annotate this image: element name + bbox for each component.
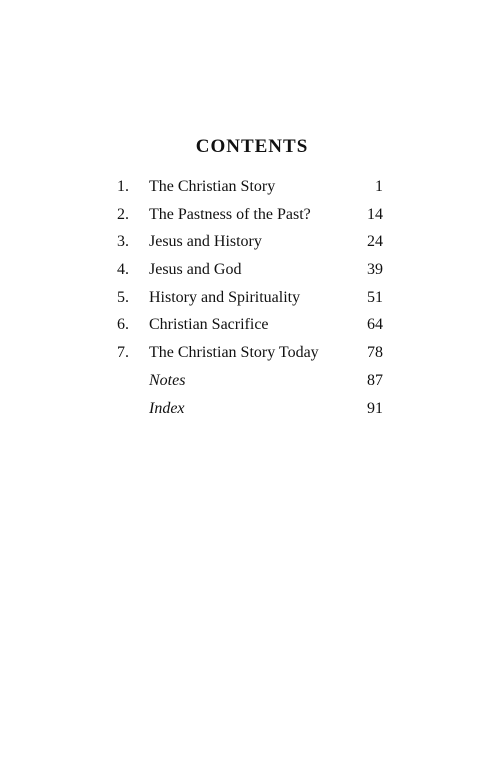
toc-entry-number: 7. [117, 344, 129, 362]
toc-entry-title: The Pastness of the Past? [149, 205, 311, 223]
toc-entry-number: 3. [117, 233, 129, 251]
toc-entry-number: 1. [117, 178, 129, 195]
toc-entry-number: 5. [117, 288, 129, 306]
toc-entry [117, 285, 387, 313]
toc-entry-number: 6. [117, 316, 129, 334]
toc-entry-title: The Christian Story [149, 178, 276, 195]
table-of-contents [117, 174, 387, 423]
toc-entry [117, 312, 387, 340]
toc-entry-index [117, 396, 387, 424]
toc-entry-page: 24 [367, 233, 383, 251]
toc-entry-page: 87 [367, 371, 383, 389]
toc-entry-page: 14 [367, 205, 383, 223]
toc-entry-title: Jesus and History [149, 233, 262, 251]
toc-entry [117, 229, 387, 257]
toc-entry [117, 202, 387, 230]
toc-entry-page: 39 [367, 261, 383, 279]
toc-entry-page: 51 [367, 288, 383, 306]
toc-entry-number: 4. [117, 261, 129, 279]
toc-entry-title: The Christian Story Today [149, 344, 319, 362]
toc-entry [117, 340, 387, 368]
toc-entry-page: 78 [367, 344, 383, 362]
toc-entry-title: History and Spirituality [149, 288, 301, 306]
toc-entry-page: 1 [375, 178, 383, 195]
toc-entry-page: 64 [367, 316, 383, 334]
toc-entry-page: 91 [367, 399, 383, 417]
toc-entry-title: Index [149, 399, 185, 417]
toc-entry [117, 174, 387, 202]
toc-entry-title: Christian Sacrifice [149, 316, 269, 334]
toc-entry-title: Jesus and God [149, 261, 242, 279]
toc-entry-title: Notes [149, 371, 186, 389]
page-title: CONTENTS [195, 136, 309, 157]
toc-entry-number: 2. [117, 205, 129, 223]
toc-entry [117, 257, 387, 285]
toc-entry-notes [117, 368, 387, 396]
